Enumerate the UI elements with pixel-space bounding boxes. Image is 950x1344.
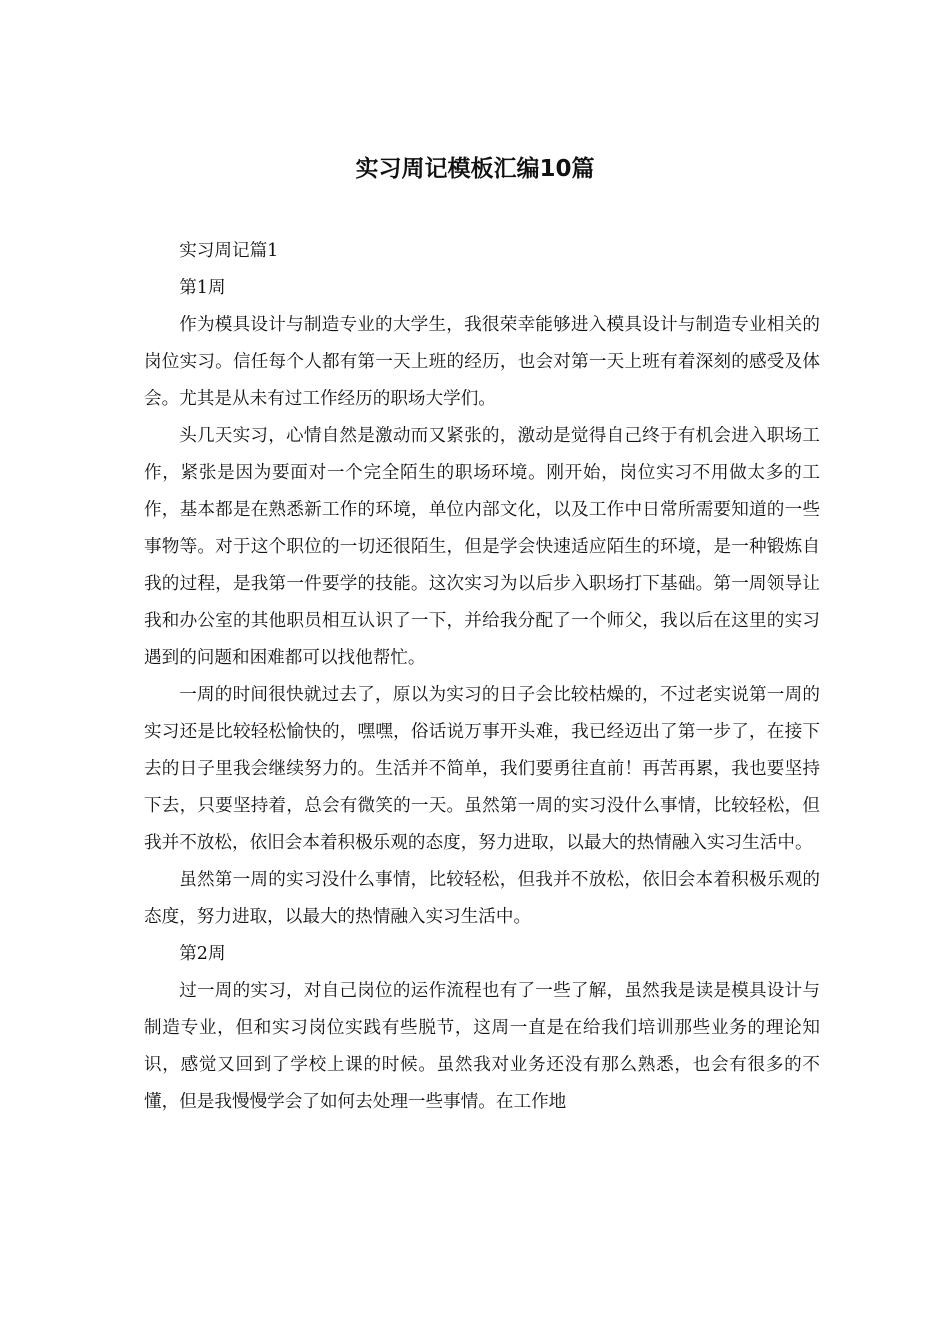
body-paragraph: 虽然第一周的实习没什么事情，比较轻松，但我并不放松，依旧会本着积极乐观的态度，努力进取，以最大的热情融入实习生活中。: [144, 870, 820, 927]
body-paragraph: 头几天实习，心情自然是激动而又紧张的，激动是觉得自己终于有机会进入职场工作，紧张是因为要面对一个完全陌生的职场环境。刚开始，岗位实习不用做太多的工作，基本都是在熟悉新工作的环境，单位内部文化，以及工作中日常所需要知道的一些事物等。对于这个职位的一切还很陌生，但是学会快速适应陌生的环境，是一种锻炼自我的过程，是我第一件要学的技能。这次实习为以后步入职场打下基础。第一周领导让我和办公室的其他职员相互认识了一下，并给我分配了一个师父，我以后在这里的实习遇到的问题和困难都可以找他帮忙。: [144, 426, 820, 668]
document-body: [144, 233, 820, 1121]
body-paragraph: 作为模具设计与制造专业的大学生，我很荣幸能够进入模具设计与制造专业相关的岗位实习。信任每个人都有第一天上班的经历，也会对第一天上班有着深刻的感受及体会。尤其是从未有过工作经历的职场大学们。: [144, 315, 820, 409]
week-heading: 第2周: [179, 944, 226, 964]
section-heading: 实习周记篇1: [179, 241, 279, 261]
document-title: 实习周记模板汇编10篇: [355, 156, 595, 182]
body-paragraph: 过一周的实习，对自己岗位的运作流程也有了一些了解，虽然我是读是模具设计与制造专业，但和实习岗位实践有些脱节，这周一直是在给我们培训那些业务的理论知识，感觉又回到了学校上课的时候。虽然我对业务还没有那么熟悉，也会有很多的不懂，但是我慢慢学会了如何去处理一些事情。在工作地: [144, 981, 820, 1112]
week-heading: 第1周: [179, 278, 226, 298]
body-paragraph: 一周的时间很快就过去了，原以为实习的日子会比较枯燥的，不过老实说第一周的实习还是比较轻松愉快的，嘿嘿，俗话说万事开头难，我已经迈出了第一步了，在接下去的日子里我会继续努力的。生活并不简单，我们要勇往直前！再苦再累，我也要坚持下去，只要坚持着，总会有微笑的一天。虽然第一周的实习没什么事情，比较轻松，但我并不放松，依旧会本着积极乐观的态度，努力进取，以最大的热情融入实习生活中。: [144, 685, 820, 853]
